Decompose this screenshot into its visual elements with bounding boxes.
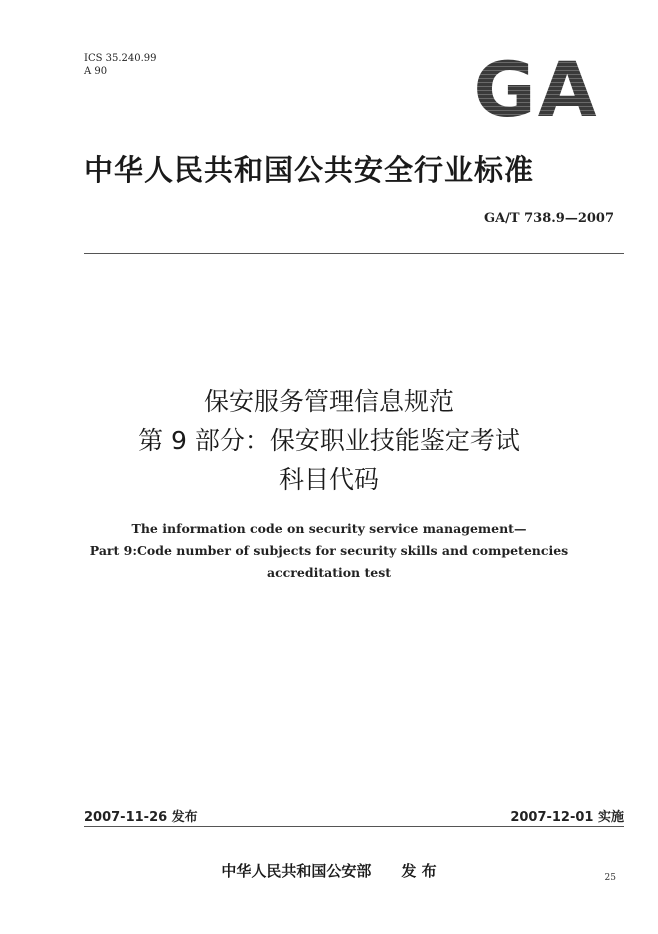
title-en-line2: Part 9:Code number of subjects for security skills and competencies xyxy=(89,543,569,558)
issue-date: 2007-11-26 发布 xyxy=(84,810,198,825)
bottom-divider xyxy=(84,826,624,827)
ccs-code: A 90 xyxy=(84,66,108,77)
ics-code: ICS 35.240.99 xyxy=(84,53,157,64)
title-cn-line2: 第 9 部分：保安职业技能鉴定考试 xyxy=(138,426,520,455)
title-cn-line1: 保安服务管理信息规范 xyxy=(203,387,454,416)
standard-type: 中华人民共和国公共安全行业标准 xyxy=(84,153,535,187)
implement-date: 2007-12-01 实施 xyxy=(510,810,624,825)
title-en-line3: accreditation test xyxy=(266,565,392,580)
document-number: GA/T 738.9—2007 xyxy=(483,211,614,226)
logo-text: GA xyxy=(473,58,599,120)
ga-logo xyxy=(456,58,616,120)
publisher: 中华人民共和国公安部 发 布 xyxy=(221,862,437,880)
title-en-line1: The information code on security service management— xyxy=(131,521,527,536)
top-divider xyxy=(84,253,624,254)
classification-codes xyxy=(84,52,157,78)
title-cn-line3: 科目代码 xyxy=(278,465,379,494)
page-number: 25 xyxy=(604,873,616,883)
